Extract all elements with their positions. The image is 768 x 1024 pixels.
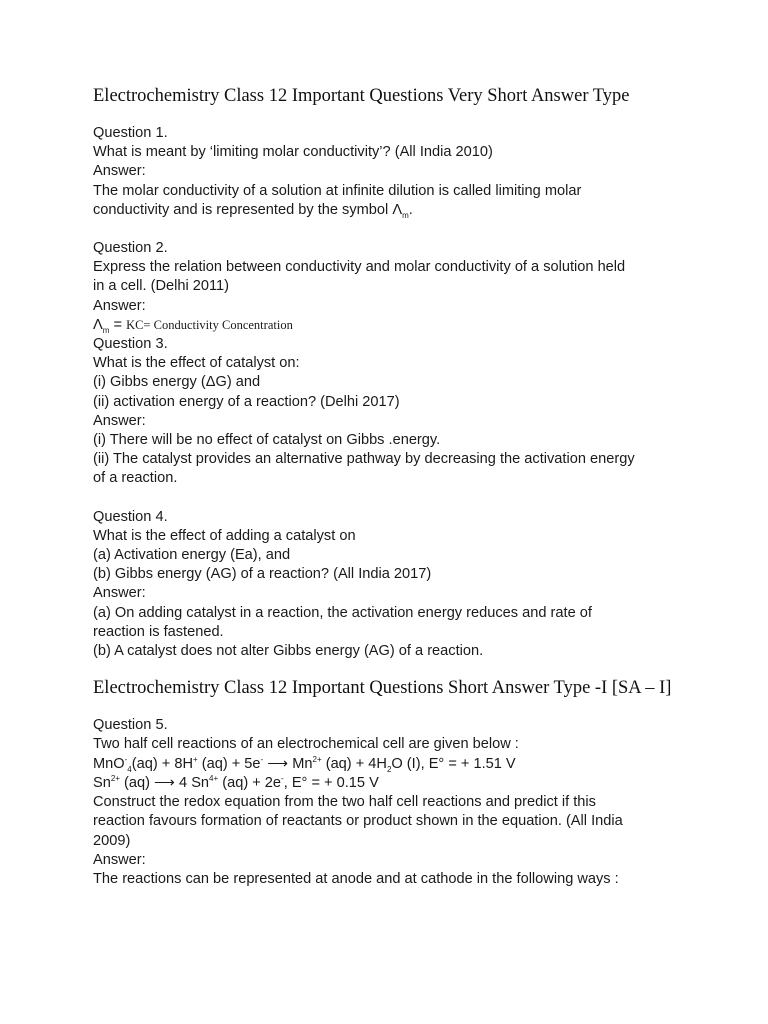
question-5-block (93, 716, 683, 889)
question-part: (a) Activation energy (Ea), and (93, 547, 291, 564)
question-2-block (93, 239, 683, 335)
answer-text: of a reaction. (93, 470, 178, 487)
answer-label: Answer: (93, 585, 146, 602)
question-part: (b) Gibbs energy (AG) of a reaction? (All India 2017) (93, 566, 432, 583)
answer-label: Answer: (93, 851, 146, 868)
answer-text: (ii) The catalyst provides an alternative pathway by decreasing the activation energy (93, 451, 635, 468)
question-text: Two half cell reactions of an electrochemical cell are given below : (93, 736, 519, 753)
question-text: reaction favours formation of reactants or product shown in the equation. (All India (93, 813, 623, 830)
section-heading-short-answer: Electrochemistry Class 12 Important Questions Short Answer Type -I [SA – I] (93, 678, 672, 699)
question-3-block (93, 335, 683, 489)
reaction-line-1: MnO-$_4$(aq) + 8H+ (aq) + 5e- ⟶ $Mn^{2+}$ $(aq) + 4H_2O$ (I), E° = + 1.51 V (93, 754, 516, 774)
question-4-block (93, 508, 683, 662)
question-number: Question 3. (93, 336, 168, 353)
question-number: Question 1. (93, 125, 168, 141)
answer-label: Answer: (93, 163, 146, 180)
question-part: (i) Gibbs energy (ΔG) and (93, 374, 261, 391)
question-part: (ii) activation energy of a reaction? (Delhi 2017) (93, 393, 400, 410)
question-text: What is the effect of adding a catalyst on (93, 527, 356, 544)
answer-text: The molar conductivity of a solution at infinite dilution is called limiting molar (93, 182, 582, 199)
section-heading-very-short: Electrochemistry Class 12 Important Questions Very Short Answer Type (93, 86, 630, 106)
answer-label: Answer: (93, 297, 146, 314)
answer-formula: $\Lambda_m = KC=$ Conductivity Concentration (93, 316, 293, 335)
question-text: Construct the redox equation from the two half cell reactions and predict if this (93, 794, 596, 811)
question-number: Question 5. (93, 717, 168, 734)
answer-text: reaction is fastened. (93, 623, 224, 640)
reaction-line-2: $Sn^{2+}$ (aq) ⟶ 4 $Sn^{4+}$ (aq) + 2e-, E° = + 0.15 V (93, 774, 379, 791)
answer-text: The reactions can be represented at anode and at cathode in the following ways : (93, 870, 619, 887)
question-text: What is meant by ‘limiting molar conductivity’? (All India 2010) (93, 144, 493, 161)
question-text: in a cell. (Delhi 2011) (93, 278, 230, 295)
question-text: 2009) (93, 832, 131, 849)
answer-text: (a) On adding catalyst in a reaction, the activation energy reduces and rate of (93, 604, 592, 621)
answer-label: Answer: (93, 412, 146, 429)
document-page (93, 84, 683, 889)
question-1-block (93, 124, 683, 220)
question-text: Express the relation between conductivity and molar conductivity of a solution held (93, 259, 626, 276)
question-number: Question 2. (93, 240, 168, 257)
question-number: Question 4. (93, 508, 168, 525)
answer-text: (b) A catalyst does not alter Gibbs energy (AG) of a reaction. (93, 643, 484, 660)
question-text: What is the effect of catalyst on: (93, 355, 300, 372)
answer-text: conductivity and is represented by the symbol $\Lambda_m$. (93, 201, 413, 220)
answer-text: (i) There will be no effect of catalyst on Gibbs .energy. (93, 432, 441, 449)
